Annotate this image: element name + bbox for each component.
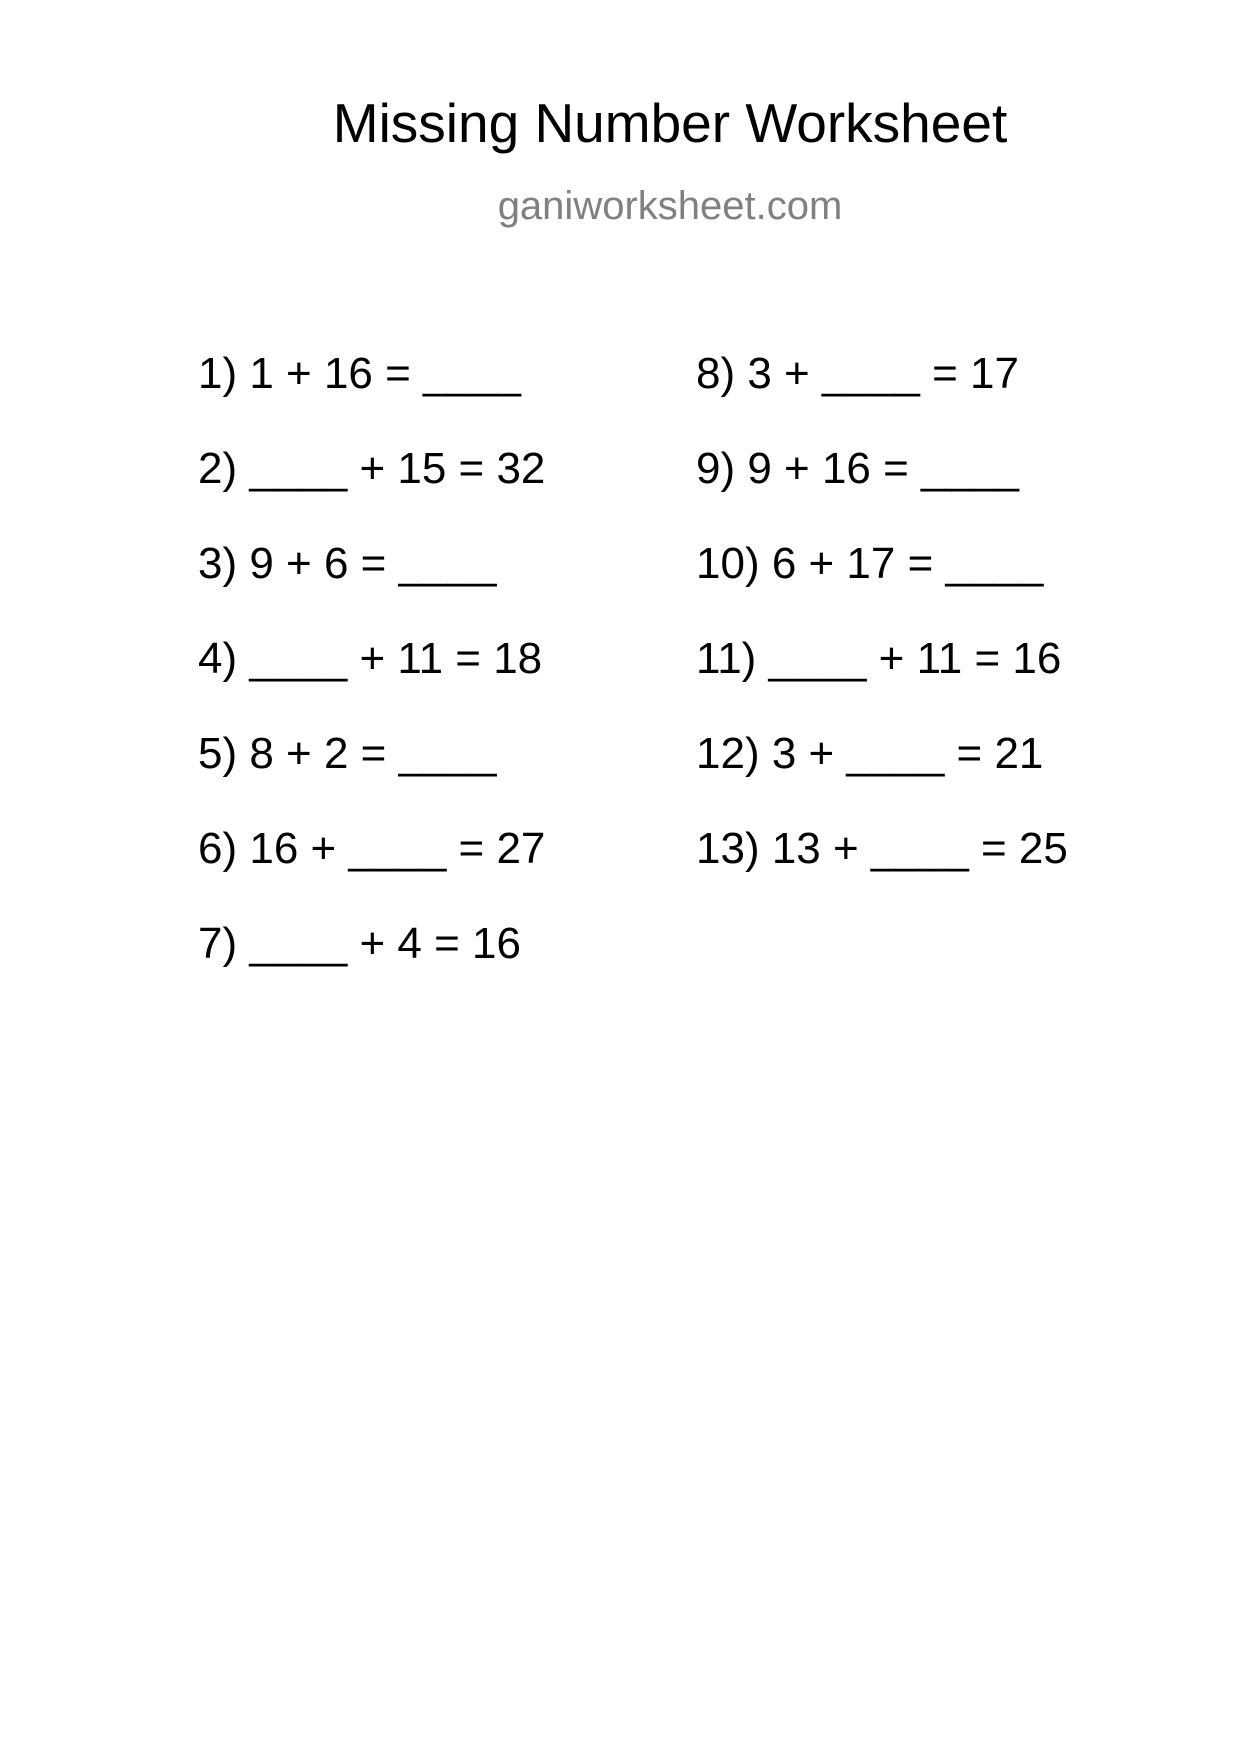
page-title: Missing Number Worksheet <box>332 92 1008 154</box>
problem-11: 11) ____ + 11 = 16 <box>696 634 1062 683</box>
problem-12: 12) 3 + ____ = 21 <box>696 729 1044 778</box>
problem-column-right <box>696 349 1068 922</box>
problem-column-left <box>198 349 546 1017</box>
problem-4: 4) ____ + 11 = 18 <box>198 634 543 683</box>
problem-13: 13) 13 + ____ = 25 <box>696 824 1068 873</box>
problem-1: 1) 1 + 16 = ____ <box>198 349 521 398</box>
problem-9: 9) 9 + 16 = ____ <box>696 444 1019 493</box>
site-url: ganiworksheet.com <box>497 184 843 228</box>
problem-5: 5) 8 + 2 = ____ <box>198 729 497 778</box>
problem-10: 10) 6 + 17 = ____ <box>696 539 1044 588</box>
problem-6: 6) 16 + ____ = 27 <box>198 824 546 873</box>
problem-7: 7) ____ + 4 = 16 <box>198 919 521 968</box>
problem-3: 3) 9 + 6 = ____ <box>198 539 497 588</box>
problem-2: 2) ____ + 15 = 32 <box>198 444 546 493</box>
problem-8: 8) 3 + ____ = 17 <box>696 349 1019 398</box>
